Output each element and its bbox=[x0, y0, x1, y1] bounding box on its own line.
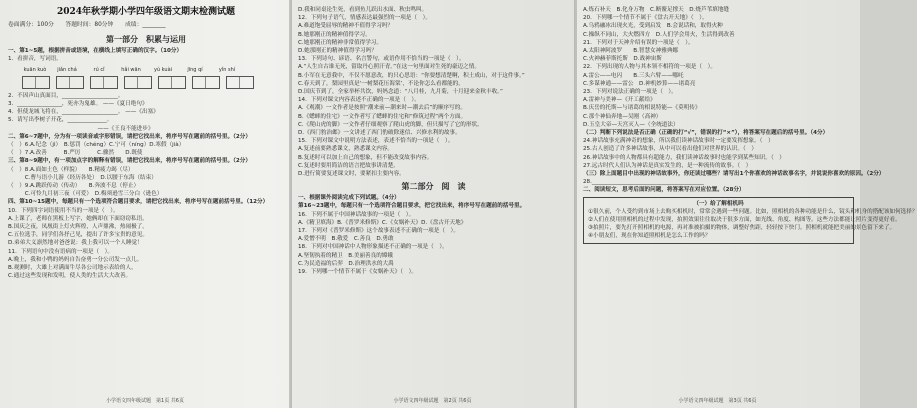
choice-line: C.春天到了，梨园里真是‘一树梨花压海棠’，不论你怎么看都能的。 bbox=[298, 80, 464, 87]
choice-line: D.弟弟大义凛然地对爸爸说：我上我可以一个人睡觉！ bbox=[8, 240, 143, 247]
judge-line: 26.神话故事中的人物都具有超能力，我们读神话故事时也能学到某些知识。（ ） bbox=[583, 154, 785, 161]
pinyin-item: jiǎn chá bbox=[57, 66, 77, 73]
choice-line: 19．下列哪一个情节不属于《女娲补天》（ ）。 bbox=[298, 269, 417, 276]
answer-box[interactable] bbox=[90, 76, 118, 89]
choice-line: A.炼石补天 B.化身万物 C.断鳌足撑天 D.烧芦苇填地缝 bbox=[583, 7, 729, 13]
choice-line: A.乌鸦融冰出现火光，受到启发 B.会说话和，取得火种 bbox=[583, 23, 723, 30]
answer-box[interactable] bbox=[124, 76, 152, 89]
choice-line: A.复述前要熟悉课文，熟悉课文内容。 bbox=[298, 146, 394, 153]
fill-line: ——《王良不能进步》 bbox=[8, 125, 154, 132]
choice-line: A.雷公——电闪 B.三头六臂——哪吒 bbox=[583, 72, 684, 79]
choice-line: A.爱憎不明 B.敬爱 C.善良 D.勇敢 bbox=[298, 236, 394, 243]
choice-line: D.进行简要复述课文时，要紧扣主要内容。 bbox=[298, 171, 405, 178]
choice-line: C.操纵不同山，大火燃四方 D.人们学会用火，生活得到改善 bbox=[583, 31, 735, 38]
choice-line: 13．下列诗句、谚语、名言警句，或语作用不恰当的一项是（ ）。 bbox=[298, 56, 465, 63]
question-2-heading: 二、第6~7题中，分为有一项读音或字形错误，请把它找出来，将序号写在题前的括号里。（2分） bbox=[8, 133, 251, 140]
choice-line: 11．下列语句中没有语病的一项是（ ）。 bbox=[8, 248, 114, 255]
choice-line: C.火神赫菲斯托斯 D.战神宙斯 bbox=[583, 56, 662, 63]
page-footer: 小学语文四年级试题 第1页 共6页 bbox=[106, 397, 184, 404]
pinyin-item: kuān kuò bbox=[23, 66, 47, 73]
choice-line: C.可怜九月初三夜（可爱） D.梅须逊雪三分白（逊色） bbox=[8, 191, 163, 198]
reading-paragraph: ④小朋友们，现在你知道照相机是怎么工作的吗？ bbox=[588, 233, 711, 240]
exam-title: 2024年秋学期小学四年级语文期末检测试题 bbox=[56, 7, 236, 17]
choice-line: B.庆岳的托斯—与诸葛的相说特能—《莫明传》 bbox=[583, 105, 701, 112]
choice-line: C.《爬山虎的脚》一文作者仔细观察了爬山虎的脚，但只描写了它的形状。 bbox=[298, 121, 483, 128]
choice-line: D.国庆节到了，全家举杯共饮，妈妈念道：“八月桂，九月菊，十月迎来金秋丰收。” bbox=[298, 89, 503, 96]
judge-line: 27.远古时代人们认为神话是真实发生的，是一种流传的故事。（ ） bbox=[583, 162, 752, 169]
pinyin-item: jīng qí bbox=[187, 66, 203, 73]
choice-line: A.晚上，我和小鸭的妈妈自告奋勇一分公司发一点儿。 bbox=[8, 256, 143, 263]
choice-line: （ ）6.A.纪念（jì） B.惩罚（chéng）C.宁可（níng）D.寒假（jià） bbox=[8, 142, 185, 149]
question-8-heading: 二、阅读短文，思考后面的问题，将答案写在对应位置。（28分） bbox=[583, 187, 745, 194]
part-one-heading: 第一部分 积累与运用 bbox=[106, 34, 186, 45]
choice-line: 12．下列句子语气，情感表达最强烈的一项是（ ）。 bbox=[298, 15, 431, 22]
choice-line: C.复述时要用简洁的语言把故事讲清楚。 bbox=[298, 162, 399, 169]
choice-line: C.通过这些发现和发明，使人类的生活大大改善。 bbox=[8, 273, 132, 280]
choice-line: D.我和同桌论生死，看到鱼儿跃出水面、秋虫鸣叫。 bbox=[298, 7, 428, 13]
pinyin-row bbox=[22, 66, 284, 74]
choice-line: （ ）7.A.改善 B.严厉 C.骤然 D.既使 bbox=[8, 150, 143, 157]
answer-boxes bbox=[22, 76, 284, 89]
answer-line[interactable]: 28.________________________________________ bbox=[583, 179, 704, 186]
choice-line: 10．下列四字词语使用不当的一项是（ ）。 bbox=[8, 207, 119, 214]
choice-line: 22．下列出现的人物与其本领不相符的一项是（ ）。 bbox=[583, 64, 716, 71]
choice-line: 21．下列对于天神介绍有误的一项是（ ）。 bbox=[583, 39, 694, 46]
choice-line: 20．下列哪一个情节不属于《盘古开天地》（ ）。 bbox=[583, 15, 708, 22]
judge-line: 25.古人创造了许多神话故事，从中可以看出他们对世界的认识。（ ） bbox=[583, 146, 757, 153]
question-5-heading: 一、根据课外阅读完成下列试题。（4分） bbox=[298, 195, 400, 202]
choice-line: D.玉皇大帝—天宫灭人—（全统道法） bbox=[583, 121, 679, 128]
choice-line: C.为民造福的后羿 D.治理洪水的大禹 bbox=[298, 260, 394, 267]
choice-line: 15．下列对课文中说明方法表述，表述不恰当的一项是（ ）。 bbox=[298, 138, 454, 145]
choice-line: B.她那刚正的精神值得学习。 bbox=[298, 31, 371, 38]
choice-line: A.“人生自古谁无死，留取丹心照汗青。”在这一句里面对生死的豪迈之情。 bbox=[298, 64, 480, 71]
choice-line: B.复述时可以加上自己的想象，但不能改变故事内容。 bbox=[298, 154, 433, 161]
answer-box[interactable] bbox=[22, 76, 50, 89]
exam-meta: 卷面满分：100分 答题时间：80分钟 成绩：________ bbox=[8, 22, 166, 28]
question-6-heading: （二）判断下列说法是否正确（正确的打“√”，错误的打“×”），将答案写在题后的括号里。（4分） bbox=[583, 130, 829, 137]
choice-line: C.曹与语小儿游（经历各处） D.以腰于东海（结束） bbox=[8, 174, 157, 181]
answer-box[interactable] bbox=[226, 76, 254, 89]
pinyin-item: rú cǐ bbox=[93, 66, 105, 73]
answer-box[interactable] bbox=[158, 76, 186, 89]
answer-box[interactable] bbox=[192, 76, 220, 89]
choice-line: 18．下列对中国神话中人物形象描述不正确的一项是（ ）。 bbox=[298, 244, 448, 251]
reading-paragraph: ①很久前，个人受约到市场上去购买相机时，常常会遇到一些问题。比如，照相机的各种功能是什么，镜头和机身的搭配该如何选择？ bbox=[588, 208, 917, 215]
choice-line: （ ）8.A.面如土色（样貌） B.精疲力竭（尽） bbox=[8, 166, 134, 173]
judge-line: 24.神话故事充满神奇的想象，所以我们读神话故事时一定要发挥想象。（ ） bbox=[583, 138, 774, 145]
page-1 bbox=[0, 0, 290, 408]
fill-line: 3．________________，死亦为鬼雄。 ——《夏日绝句》 bbox=[8, 101, 148, 108]
choice-line: B.小军在无意我中，不仅不愿意改，的只心思语：“你要想清楚啊，积土成山，对于这件事。” bbox=[298, 72, 525, 79]
choice-line: C.多谋神通——雷公 D.神机妙算——诸葛亮 bbox=[583, 80, 696, 87]
choice-line: C.她那刚正的精神非常值得学习。 bbox=[298, 39, 382, 46]
choice-line: A.难道饱受屈辱的精神不值得学习吗？ bbox=[298, 23, 394, 30]
question-4-heading: 四、第10~15题中，每题只有一个选项符合题目要求，请把它找出来，将序号写在题前括号里。（12分） bbox=[8, 199, 269, 206]
choice-line: A.《精卫填海》B.《普罗米修斯》C.《女娲补天》D.《盘古开天地》 bbox=[298, 219, 467, 226]
question-1a: 1．看拼音，写词语。 bbox=[8, 56, 62, 63]
reading-paragraph: ②人们在使用照相机的过程中发现，拍照效果往往取决于很多方面，如光线、角度、构图等。这些方法都能让照片变得更好看。 bbox=[588, 217, 901, 224]
choice-line: （ ）9.A.跳跃传动（传动） B.奔波不息（停止） bbox=[8, 183, 140, 190]
reading-passage bbox=[583, 197, 917, 244]
choice-line: 16．下列不属于中国神话故事的一项是（ ）。 bbox=[298, 211, 415, 218]
answer-box[interactable] bbox=[56, 76, 84, 89]
question-1-heading: 一、第1~5题，根据拼音或语境，在横线上填写正确的汉字。（10分） bbox=[8, 48, 183, 55]
choice-line: D.她那刚正的精神值得学习吗？ bbox=[298, 48, 377, 55]
choice-line: A.上课了，老师在黑板上写字，她俩却在下面窃窃私语。 bbox=[8, 215, 148, 222]
choice-line: A.太阳神阿波罗 B.智慧女神雅典娜 bbox=[583, 48, 679, 55]
pinyin-item: yǐn shí bbox=[218, 66, 236, 73]
choice-line: A.《观潮》一文作者是按照“潮来前—潮来时—潮去后”的顺序写的。 bbox=[298, 105, 466, 112]
page-footer: 小学语文四年级试题 第3页 共6页 bbox=[678, 397, 757, 404]
fill-line: 4．但使龙城飞将在，____________________。 ——《出塞》 bbox=[8, 109, 159, 116]
question-3-heading: 三、第8~9题中，有一项加点字的解释有错误，请把它找出来，将序号写在题前的括号里。（2分） bbox=[8, 158, 251, 165]
choice-line: C.那个神仙奔地—吴刚（高神） bbox=[583, 113, 662, 120]
choice-line: 17．下列对《普罗米修斯》这个故事表述不正确的一项是（ ）。 bbox=[298, 228, 459, 235]
part-two-heading: 第二部分 阅 读 bbox=[401, 181, 466, 192]
choice-line: 23．下列对说法正确的一项是（ ）。 bbox=[583, 89, 677, 96]
pinyin-item: yú kuài bbox=[153, 66, 173, 73]
page-3 bbox=[575, 0, 917, 408]
choice-line: B.观测时，大雄上对满面牛尽各公司地示表给的人。 bbox=[8, 265, 137, 272]
question-7-heading: （三）除上面题目中出现的神话故事外，你还读过哪些？请写出1个你喜欢的神话故事名字，并说说你喜欢的原因。（2分） bbox=[583, 171, 885, 178]
page-footer: 小学语文四年级试题 第2页 共6页 bbox=[393, 397, 472, 404]
choice-line: B.国庆之夜，凤凰街上灯火辉煌，人声鼎沸，热闹极了。 bbox=[8, 224, 148, 231]
page-2 bbox=[290, 0, 575, 408]
choice-line: A.雷神与美神—《开工献给》 bbox=[583, 97, 656, 104]
choice-line: C.五位选手，同学们各抒己见，提出了许多宝贵的意见。 bbox=[8, 232, 148, 239]
choice-line: B.《蟋蟀的住宅》一文作者写了蟋蟀的住宅和“修筑过程”两个方面。 bbox=[298, 113, 467, 120]
fill-line: 5．请写出李树子开花，______________。 bbox=[8, 117, 113, 124]
question-5a: 第16~23题中，每题只有一个选项符合题目要求，把它找出来，将序号写在题前的括号里。 bbox=[298, 203, 526, 210]
choice-line: A.坚韧执着的精卫 B.美丽善良的嫦娥 bbox=[298, 252, 394, 259]
reading-paragraph: ③拍照片，要先打开照相机的电源，再对准被拍摄的物体，调整好焦距，轻轻按下快门。照相机就能把美丽的景色留下来了。 bbox=[588, 225, 896, 232]
reading-title: （一）给了解相机吗 bbox=[693, 200, 744, 207]
choice-line: 14．下列对课文内容表述不正确的一项是（ ）。 bbox=[298, 97, 420, 104]
pinyin-item: hǎi wān bbox=[121, 66, 141, 73]
fill-line: 2．不因声山真面目，____________________。 bbox=[8, 92, 124, 99]
choice-line: D.《西门豹治邺》一文讲述了西门豹破除迷信、兴修水利的故事。 bbox=[298, 130, 461, 137]
